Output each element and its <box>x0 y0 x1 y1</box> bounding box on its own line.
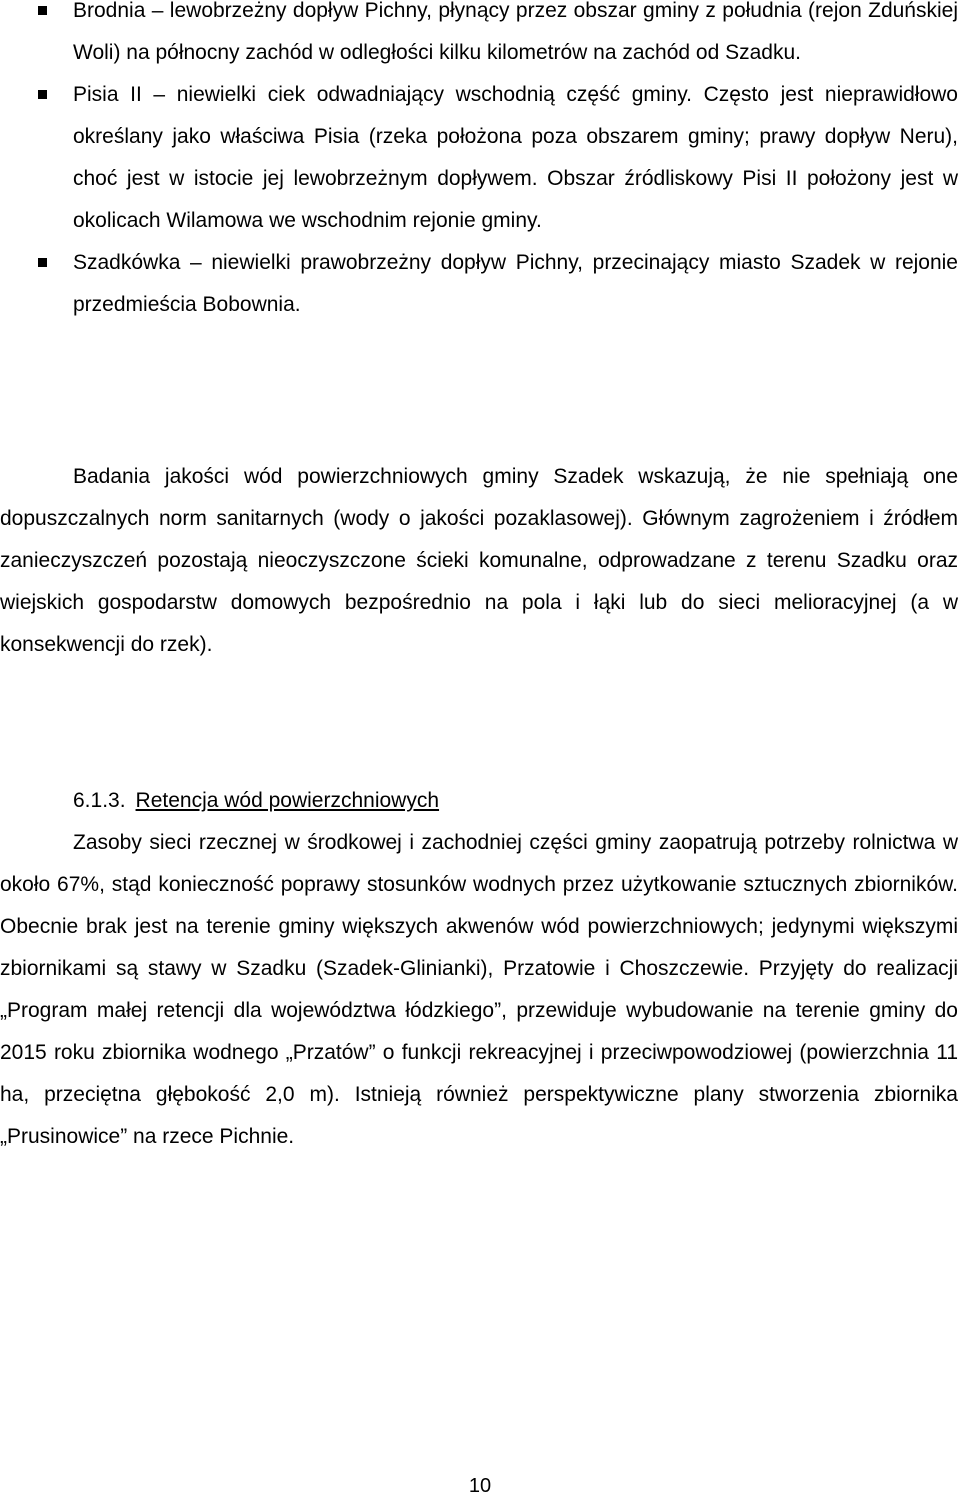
section-title: Retencja wód powierzchniowych <box>135 789 440 812</box>
square-bullet-icon <box>38 90 47 99</box>
list-item <box>0 74 960 242</box>
list-item-text: Pisia II – niewielki ciek odwadniający wschodnią część gminy. Często jest nieprawidłowo określany jako właściwa Pisia (rzeka położona poza obszarem gminy; prawy dopływ Neru), choć jest w istocie jej lewobrzeżnym dopływem. Obszar źródliskowy Pisi II położony jest w okolicach Wilamowa we wschodnim rejonie gminy. <box>73 83 958 232</box>
section-number: 6.1.3. <box>73 789 126 812</box>
list-item-text: Brodnia – lewobrzeżny dopływ Pichny, płynący przez obszar gminy z południa (rejon Zduńskiej Woli) na północny zachód w odległości kilku kilometrów na zachód od Szadku. <box>73 0 958 64</box>
list-item-text: Szadkówka – niewielki prawobrzeżny dopływ Pichny, przecinający miasto Szadek w rejonie przedmieścia Bobownia. <box>73 251 958 316</box>
water-quality-paragraph: Badania jakości wód powierzchniowych gminy Szadek wskazują, że nie spełniają one dopuszczalnych norm sanitarnych (wody o jakości pozaklasowej). Głównym zagrożeniem i źródłem zanieczyszczeń pozostają nieoczyszczone ścieki komunalne, odprowadzane z terenu Szadku oraz wiejskich gospodarstw domowych bezpośrednio na pola i łąki lub do sieci melioracyjnej (a w konsekwencji do rzek). <box>0 465 958 656</box>
page-number: 10 <box>468 1475 492 1497</box>
river-list <box>0 0 960 326</box>
square-bullet-icon <box>38 6 47 15</box>
list-item <box>0 0 960 74</box>
section-heading <box>73 780 439 822</box>
list-item <box>0 242 960 326</box>
retention-paragraph: Zasoby sieci rzecznej w środkowej i zachodniej części gminy zaopatrują potrzeby rolnictwa w około 67%, stąd konieczność poprawy stosunków wodnych przez użytkowanie sztucznych zbiorników. Obecnie brak jest na terenie gminy większych akwenów wód powierzchniowych; jedynymi większymi zbiornikami są stawy w Szadku (Szadek-Glinianki), Przatowie i Choszczewie. Przyjęty do realizacji „Program małej retencji dla województwa łódzkiego”, przewiduje wybudowanie na terenie gminy do 2015 roku zbiornika wodnego „Przatów” o funkcji rekreacyjnej i przeciwpowodziowej (powierzchnia 11 ha, przeciętna głębokość 2,0 m). Istnieją również perspektywiczne plany stworzenia zbiornika „Prusinowice” na rzece Pichnie. <box>0 831 958 1148</box>
square-bullet-icon <box>38 258 47 267</box>
